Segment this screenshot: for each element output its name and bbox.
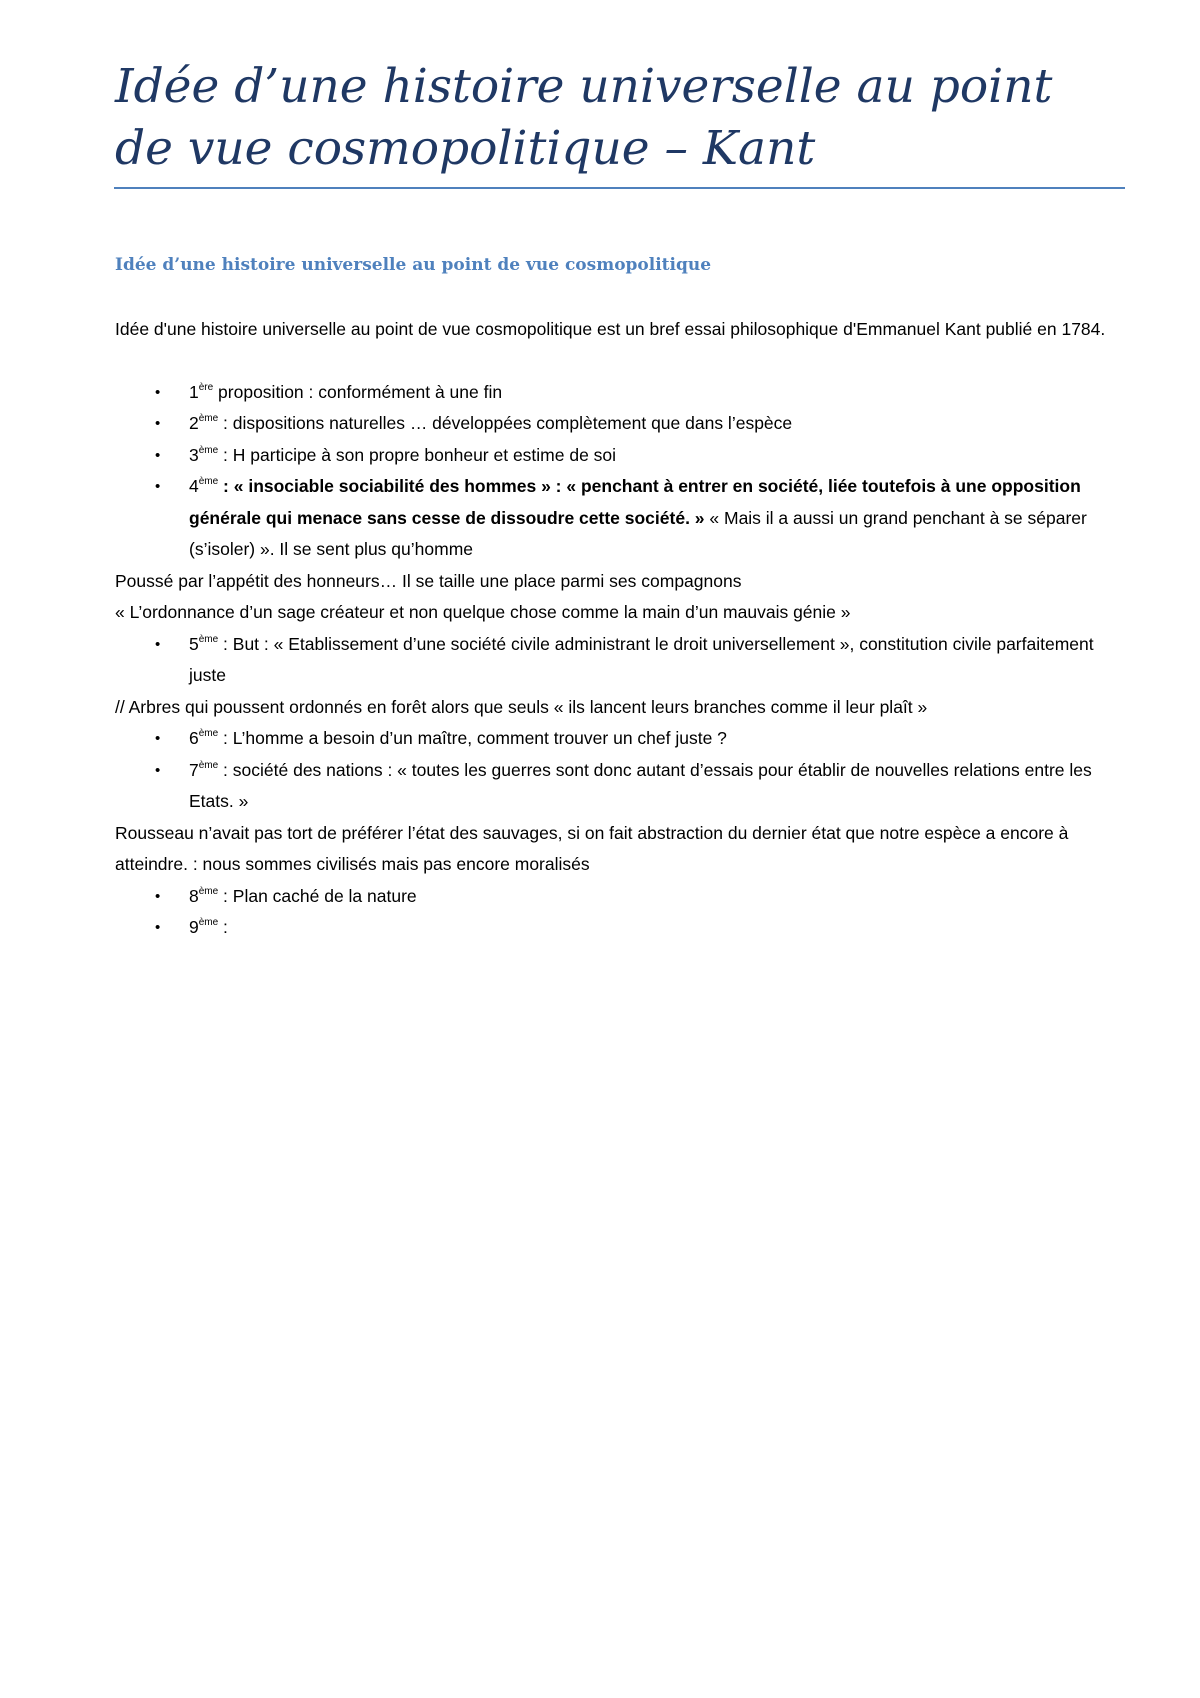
- proposition-text: : société des nations : « toutes les guerres sont donc autant d’essais pour établir de nouvelles relations entre les Etats. »: [189, 759, 1092, 811]
- bullet-icon: •: [155, 635, 161, 653]
- proposition-text: : But : « Etablissement d’une société civile administrant le droit universellement », constitution civile parfaitement juste: [189, 633, 1094, 685]
- proposition-number: 4ème: [189, 476, 219, 496]
- proposition-number: 3ème: [189, 444, 219, 465]
- proposition-number: 5ème: [189, 633, 219, 654]
- bullet-icon: •: [155, 446, 161, 464]
- bullet-icon: •: [155, 415, 161, 432]
- proposition-number: 2ème: [189, 413, 219, 433]
- proposition-text: : L’homme a besoin d’un maître, comment trouver un chef juste ?: [218, 728, 727, 748]
- bullet-icon: •: [155, 383, 161, 401]
- proposition-item-2: [115, 408, 1125, 440]
- proposition-text: « Mais il a aussi un grand penchant à se séparer (s’isoler) ». Il se sent plus qu’homme: [189, 507, 1087, 559]
- section-heading: Idée d’une histoire universelle au point de vue cosmopolitique: [115, 255, 712, 275]
- proposition-text: proposition : conformément à une fin: [213, 381, 503, 402]
- proposition-text: : Plan caché de la nature: [218, 885, 417, 906]
- proposition-text-bold: : « insociable sociabilité des hommes » : « penchant à entrer en société, liée toutefois à une opposition générale qui menace sans cesse de dissoudre cette société. »: [189, 476, 1081, 528]
- proposition-number: 7ème: [189, 759, 219, 780]
- proposition-item-7: [115, 755, 1125, 818]
- proposition-item-8: [115, 881, 1125, 913]
- proposition-number: 6ème: [189, 728, 219, 748]
- intro-paragraph: Idée d'une histoire universelle au point de vue cosmopolitique est un bref essai philosophique d'Emmanuel Kant publié en 1784.: [115, 319, 1106, 339]
- proposition-item-1: [115, 377, 1125, 409]
- paragraph-ordonnance: « L’ordonnance d’un sage créateur et non quelque chose comme la main d’un mauvais génie »: [115, 602, 851, 622]
- proposition-list-2: [115, 629, 1125, 692]
- document-title: Idée d’une histoire universelle au point de vue cosmopolitique – Kant: [115, 59, 1053, 176]
- proposition-list-1: [115, 377, 1125, 566]
- proposition-item-3: [115, 440, 1125, 472]
- proposition-list-4: [115, 881, 1125, 944]
- paragraph-arbres: // Arbres qui poussent ordonnés en forêt alors que seuls « ils lancent leurs branches comme il leur plaît »: [115, 696, 928, 717]
- proposition-item-5: [115, 629, 1125, 692]
- proposition-list-3: [115, 723, 1125, 818]
- bullet-icon: •: [155, 478, 161, 495]
- title-underline-rule: [114, 187, 1125, 189]
- proposition-item-9: [115, 912, 1125, 944]
- paragraph-honneurs: Poussé par l’appétit des honneurs… Il se taille une place parmi ses compagnons: [115, 570, 742, 591]
- proposition-text: : H participe à son propre bonheur et estime de soi: [218, 444, 617, 465]
- proposition-text: :: [218, 917, 228, 937]
- bullet-icon: •: [155, 887, 161, 905]
- document-body: [115, 314, 1125, 944]
- proposition-text: : dispositions naturelles … développées complètement que dans l’espèce: [218, 413, 793, 433]
- paragraph-rousseau: Rousseau n’avait pas tort de préférer l’état des sauvages, si on fait abstraction du dernier état que notre espèce a encore à atteindre. : nous sommes civilisés mais pas encore moralisés: [115, 822, 1069, 874]
- proposition-number: 9ème: [189, 917, 219, 937]
- bullet-icon: •: [155, 761, 161, 779]
- bullet-icon: •: [155, 730, 161, 747]
- proposition-number: 8ème: [189, 885, 219, 906]
- bullet-icon: •: [155, 919, 161, 936]
- proposition-item-6: [115, 723, 1125, 755]
- proposition-number: 1ère: [189, 381, 214, 402]
- proposition-item-4: [115, 471, 1125, 566]
